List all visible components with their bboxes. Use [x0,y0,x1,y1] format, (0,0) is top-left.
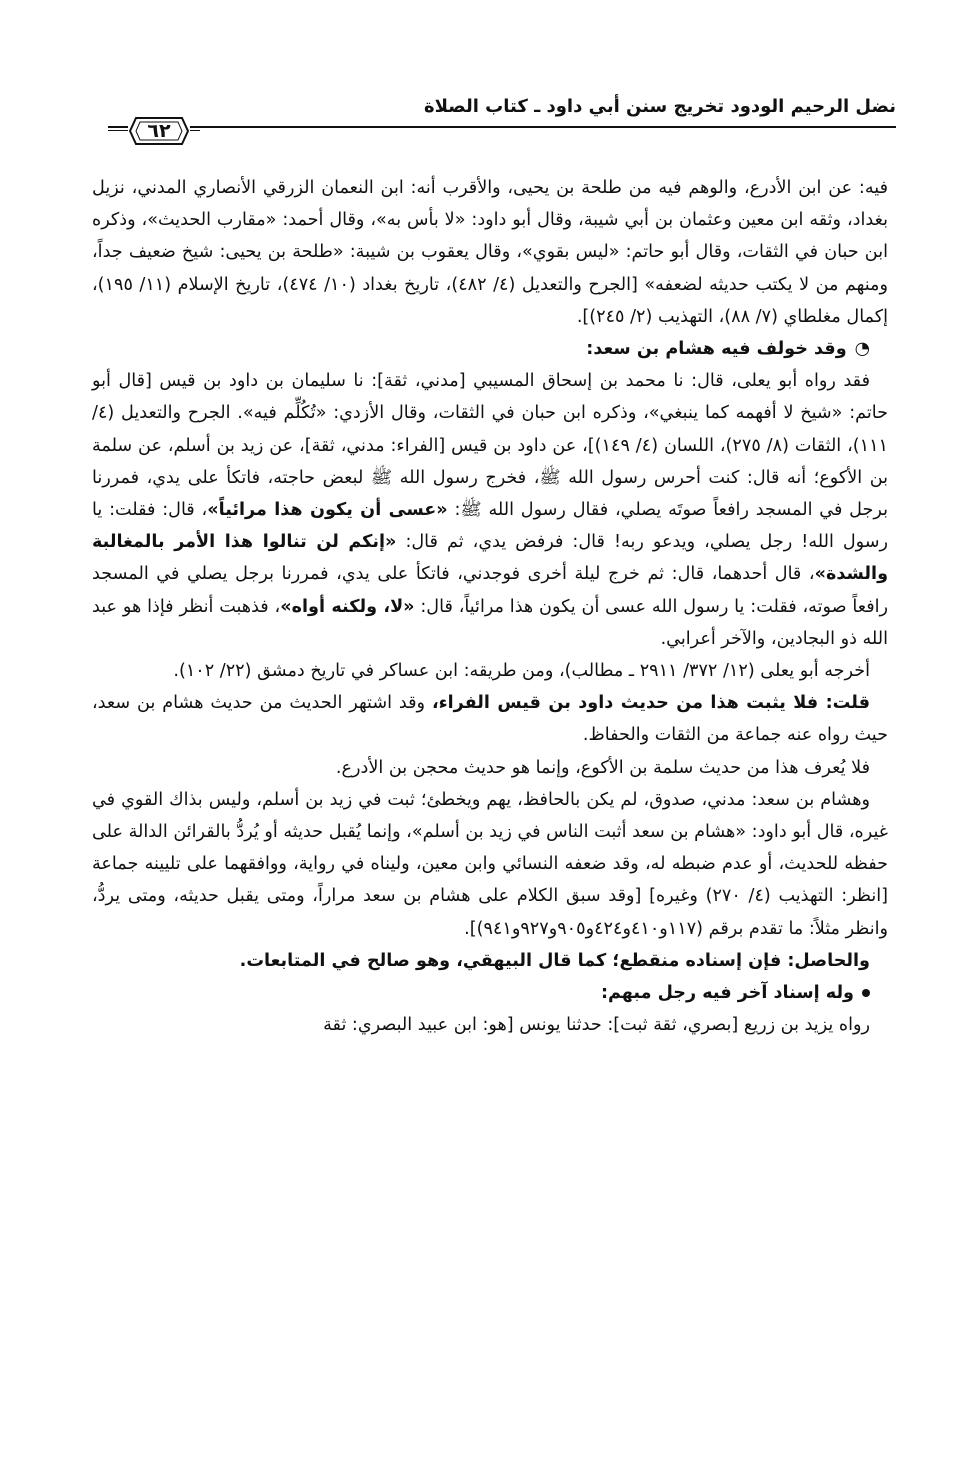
statement-bold: قلت: فلا يثبت هذا من حديث داود بن قيس الفراء، [431,693,870,714]
section-heading-1 [92,333,888,365]
bullet-icon [862,989,870,997]
running-title: نضل الرحيم الودود تخريج سنن أبي داود ـ كتاب الصلاة [423,96,896,117]
hadith-quote-3: «لا، ولكنه أواه» [280,596,415,617]
paragraph-3: أخرجه أبو يعلى (١٢/ ٣٧٢/ ٢٩١١ ـ مطالب)، ومن طريقه: ابن عساكر في تاريخ دمشق (٢٢/ ١٠٢). [173,661,870,682]
heading-text: وقد خولف فيه هشام بن سعد: [586,339,847,360]
paragraph-6: وهشام بن سعد: مدني، صدوق، لم يكن بالحافظ، يهم ويخطئ؛ ثبت في زيد بن أسلم، وليس بذاك القوي في غيره، قال أبو داود: «هشام بن سعد أثبت الناس في زيد بن أسلم»، وإنما يُقبل حديثه أو يُردُّ بالقرائن الدالة على حفظه للحديث، أو عدم ضبطه له، وقد ضعفه النسائي وابن معين، وليناه في رواية، ووافقهما على تليينه جماعة [انظر: التهذيب (٤/ ٢٧٠) وغيره] [وقد سبق الكلام على هشام بن سعد مراراً، ومتى يقبل حديثه، ومتى يردُّ، وانظر مثلاً: ما تقدم برقم (١١٧و٤١٠و٤٢٤و٩٠٥و٩٢٧و٩٤١)]. [92,789,888,939]
paragraph-1: فيه: عن ابن الأدرع، والوهم فيه من طلحة بن يحيى، والأقرب أنه: ابن النعمان الزرقي الأنصاري المدني، نزيل بغداد، وثقه ابن معين وعثمان بن أبي شيبة، وقال أبو داود: «لا بأس به»، وقال أحمد: «مقارب الحديث»، وذكره ابن حبان في الثقات، وقال أبو حاتم: «ليس بقوي»، وقال يعقوب بن شيبة: «طلحة بن يحيى: شيخ ضعيف جداً، ومنهم من لا يكتب حديثه لضعفه» [الجرح والتعديل (٤/ ٤٨٢)، تاريخ بغداد (١٠/ ٤٧٤)، تاريخ الإسلام (١١/ ١٩٥)، إكمال مغلطاي (٧/ ٨٨)، التهذيب (٢/ ٢٤٥)]. [92,178,888,327]
header-rule [108,126,896,128]
text-run: وقد اشتهر الحديث من حديث هشام بن سعد، حيث رواه عنه جماعة من الثقات والحفاظ. [92,693,888,746]
c-bullet-icon: ◔ [854,339,870,360]
paragraph-5: فلا يُعرف هذا من حديث سلمة بن الأكوع، وإنما هو حديث محجن بن الأدرع. [335,757,870,778]
text-run: ، قال أحدهما، قال: ثم خرج ليلة أخرى فوجدني، فاتكأ على يدي، فمررنا برجل يصلي في المسجد رافعاً صوته، فقلت: يا رسول الله عسى أن يكون هذا مرائياً، قال: [92,564,888,617]
page-body [92,172,888,1041]
text-run: فقد رواه أبو يعلى، قال: نا محمد بن إسحاق المسيبي [مدني، ثقة]: نا سليمان بن داود بن قيس [قال أبو حاتم: «شيخ لا أفهمه كما ينبغي»، وذكره ابن حبان في الثقات، وقال الأزدي: «تُكُلِّم فيه». الجرح والتعديل (٤/ ١١١)، الثقات (٨/ ٢٧٥)، اللسان (٤/ ١٤٩)]، عن داود بن قيس [الفراء: مدني، ثقة]، عن زيد بن أسلم، عن سلمة بن الأكوع؛ أنه قال: كنت أحرس رسول الله ﷺ، فخرج رسول الله ﷺ لبعض حاجته، فاتكأ على يدي، فمررنا برجل في المسجد رافعاً صوتَه يصلي، فقال رسول الله ﷺ: [92,371,888,521]
paragraph-8: رواه يزيد بن زريع [بصري، ثقة ثبت]: حدثنا يونس [هو: ابن عبيد البصري: ثقة [323,1015,870,1036]
hadith-quote-2: «إنكم لن تنالوا هذا الأمر بالمغالبة والشدة» [92,532,888,585]
text-run: ، قال: فقلت: يا رسول الله! رجل يصلي، ويدعو ربه! قال: فرفض يدي، ثم قال: [92,500,888,553]
hadith-quote-1: «عسى أن يكون هذا مرائياً» [207,500,448,521]
page-number: ٦٢ [147,120,171,142]
paragraph-7-summary: والحاصل: فإن إسناده منقطع؛ كما قال البيهقي، وهو صالح في المتابعات. [239,950,870,971]
heading-text: وله إسناد آخر فيه رجل مبهم: [600,983,854,1004]
text-run: ، فذهبت أنظر فإذا هو عبد الله ذو البجادين، والآخر أعرابي. [92,596,888,649]
page-number-badge [128,116,190,146]
paragraph-4 [92,687,888,751]
section-heading-2 [92,977,888,1009]
page-header [88,96,896,148]
paragraph-2 [92,365,888,655]
